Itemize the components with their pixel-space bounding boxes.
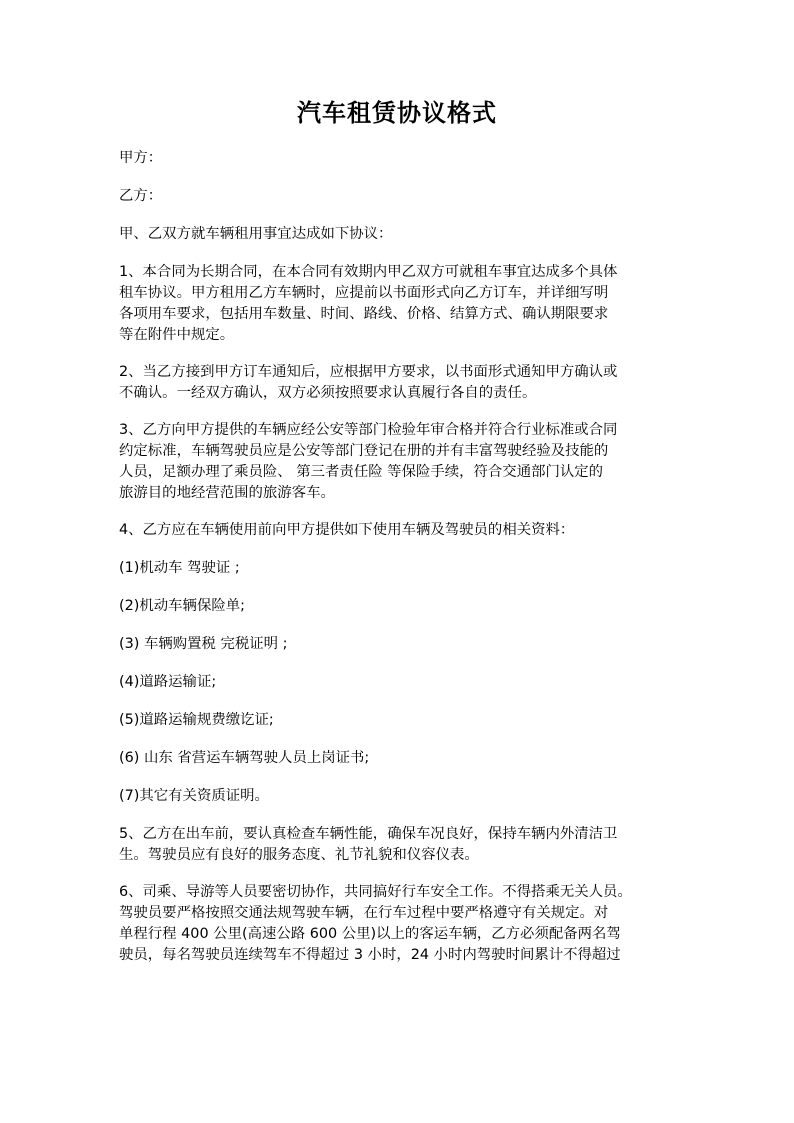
clause-6 xyxy=(119,882,689,966)
clause-3-line: 3、乙方向甲方提供的车辆应经公安等部门检验年审合格并符合行业标准或合同 xyxy=(119,422,618,438)
list-item: (7)其它有关资质证明。 xyxy=(119,788,269,804)
clause-6-line: 6、司乘、导游等人员要密切协作，共同搞好行车安全工作。不得搭乘无关人员。 xyxy=(119,884,632,900)
document-body xyxy=(119,148,689,982)
clause-1-line: 租车协议。甲方租用乙方车辆时，应提前以书面形式向乙方订车，并详细写明 xyxy=(119,285,609,301)
clause-1-line: 各项用车要求，包括用车数量、时间、路线、价格、结算方式、确认期限要求 xyxy=(119,306,609,322)
clause-5-line: 生。驾驶员应有良好的服务态度、礼节礼貌和仪容仪表。 xyxy=(119,847,479,863)
clause-6-line: 单程行程 400 公里(高速公路 600 公里)以上的客运车辆，乙方必须配备两名驾 xyxy=(119,926,621,942)
clause-3-line: 人员，足额办理了乘员险、 第三者责任险 等保险手续，符合交通部门认定的 xyxy=(119,464,604,480)
clause-2-line: 2、当乙方接到甲方订车通知后，应根据甲方要求，以书面形式通知甲方确认或 xyxy=(119,364,618,380)
clause-6-line: 驶员，每名驾驶员连续驾车不得超过 3 小时，24 小时内驾驶时间累计不得超过 xyxy=(119,947,621,963)
list-item: (3) 车辆购置税 完税证明 ; xyxy=(119,636,288,652)
list-item: (6) 山东 省营运车辆驾驶人员上岗证书; xyxy=(119,750,370,766)
list-item: (4)道路运输证; xyxy=(119,674,217,690)
clause-1 xyxy=(119,262,689,346)
intro-paragraph: 甲、乙双方就车辆租用事宜达成如下协议： xyxy=(119,226,393,242)
clause-2-line: 不确认。一经双方确认，双方必须按照要求认真履行各自的责任。 xyxy=(119,385,537,401)
clause-6-line: 驾驶员要严格按照交通法规驾驶车辆，在行车过程中要严格遵守有关规定。对 xyxy=(119,905,609,921)
clause-3 xyxy=(119,420,689,504)
clause-4: 4、乙方应在车辆使用前向甲方提供如下使用车辆及驾驶员的相关资料： xyxy=(119,522,575,538)
clause-2 xyxy=(119,362,689,404)
list-item: (1)机动车 驾驶证 ; xyxy=(119,560,240,576)
party-b-line: 乙方： xyxy=(119,188,163,204)
clause-1-line: 1、本合同为长期合同，在本合同有效期内甲乙双方可就租车事宜达成多个具体 xyxy=(119,264,618,280)
list-item: (2)机动车辆保险单; xyxy=(119,598,245,614)
list-item: (5)道路运输规费缴讫证; xyxy=(119,712,274,728)
party-a-line: 甲方： xyxy=(119,150,163,166)
document-title: 汽车租赁协议格式 xyxy=(297,98,497,127)
clause-3-line: 约定标准，车辆驾驶员应是公安等部门登记在册的并有丰富驾驶经验及技能的 xyxy=(119,443,609,459)
clause-1-line: 等在附件中规定。 xyxy=(119,327,235,343)
clause-5-line: 5、乙方在出车前，要认真检查车辆性能，确保车况良好，保持车辆内外清洁卫 xyxy=(119,826,618,842)
clause-5 xyxy=(119,824,689,866)
clause-3-line: 旅游目的地经营范围的旅游客车。 xyxy=(119,485,335,501)
